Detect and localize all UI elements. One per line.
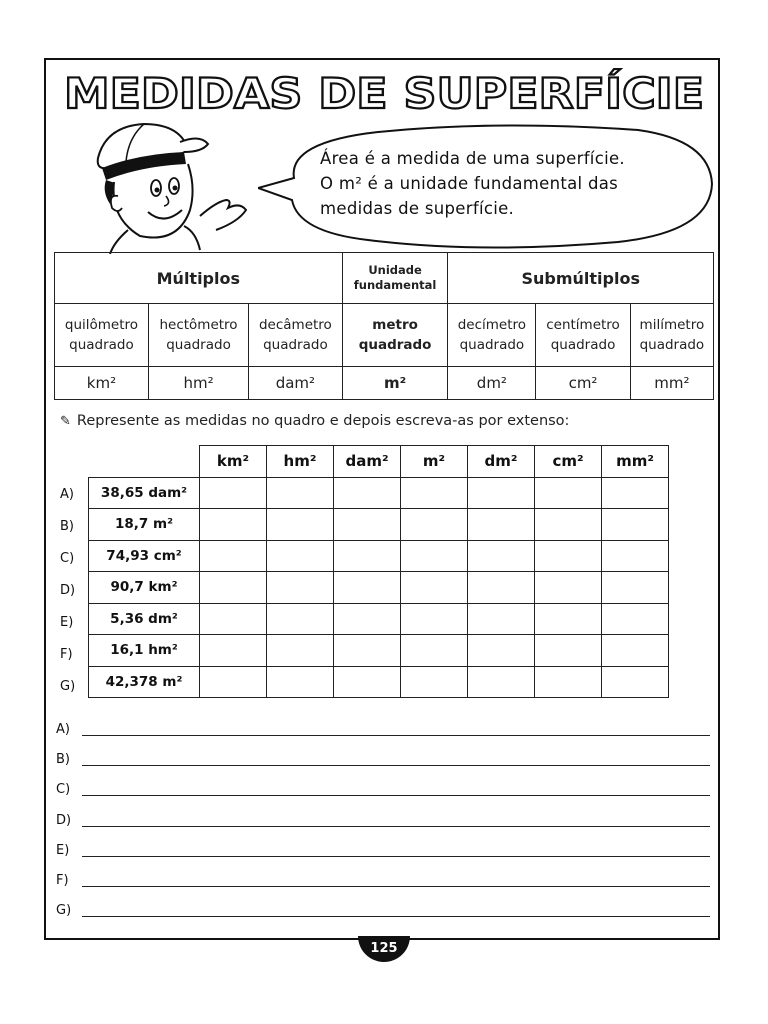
grid-cell[interactable]	[334, 477, 401, 509]
unit-name-line: decâmetro	[258, 317, 332, 333]
grid-cell[interactable]	[535, 666, 602, 698]
fundamental-header-line: fundamental	[353, 278, 437, 292]
grid-column-header: dm²	[468, 446, 535, 478]
grid-cell[interactable]	[468, 540, 535, 572]
grid-cell[interactable]	[535, 572, 602, 604]
unit-name-line: quadrado	[263, 337, 328, 353]
answer-rule	[82, 916, 710, 917]
answer-rule	[82, 886, 710, 887]
measure-value: 90,7 km²	[89, 572, 200, 604]
unit-name-line: centímetro	[546, 317, 620, 333]
instruction	[60, 413, 569, 429]
answer-line[interactable]	[56, 722, 716, 752]
grid-cell[interactable]	[200, 666, 267, 698]
unit-symbol: dm²	[448, 367, 536, 400]
grid-cell[interactable]	[468, 666, 535, 698]
unit-name	[55, 304, 149, 367]
grid-cell[interactable]	[468, 572, 535, 604]
answer-label: D)	[56, 812, 72, 828]
item-letter: D)	[60, 583, 76, 598]
grid-corner	[89, 446, 200, 478]
grid-cell[interactable]	[602, 477, 669, 509]
grid-cell[interactable]	[401, 572, 468, 604]
grid-cell[interactable]	[535, 509, 602, 541]
answer-line[interactable]	[56, 752, 716, 782]
answer-label: G)	[56, 903, 72, 919]
table-row	[89, 666, 669, 698]
grid-cell[interactable]	[334, 572, 401, 604]
grid-cell[interactable]	[267, 635, 334, 667]
unit-name-line: quadrado	[358, 337, 432, 353]
grid-column-header: mm²	[602, 446, 669, 478]
grid-column-header: hm²	[267, 446, 334, 478]
unit-symbol: km²	[55, 367, 149, 400]
answer-rule	[82, 826, 710, 827]
measure-value: 16,1 hm²	[89, 635, 200, 667]
units-table	[54, 252, 714, 400]
item-letter: B)	[60, 519, 74, 534]
grid-cell[interactable]	[401, 540, 468, 572]
measure-value: 38,65 dam²	[89, 477, 200, 509]
table-row	[89, 540, 669, 572]
answer-rule	[82, 765, 710, 766]
grid-cell[interactable]	[401, 509, 468, 541]
bubble-text	[320, 146, 700, 221]
unit-symbol: m²	[342, 367, 448, 400]
table-row	[89, 509, 669, 541]
grid-cell[interactable]	[334, 509, 401, 541]
grid-cell[interactable]	[200, 635, 267, 667]
grid-cell[interactable]	[334, 635, 401, 667]
grid-cell[interactable]	[267, 603, 334, 635]
grid-cell[interactable]	[468, 635, 535, 667]
table-row	[89, 603, 669, 635]
grid-cell[interactable]	[200, 540, 267, 572]
grid-column-header: dam²	[334, 446, 401, 478]
grid-cell[interactable]	[401, 603, 468, 635]
grid-cell[interactable]	[602, 635, 669, 667]
answer-line[interactable]	[56, 903, 716, 933]
grid-cell[interactable]	[200, 572, 267, 604]
fundamental-header-line: Unidade	[368, 263, 422, 277]
grid-cell[interactable]	[267, 509, 334, 541]
answer-label: E)	[56, 842, 70, 858]
unit-name-line: milímetro	[639, 317, 705, 333]
grid-cell[interactable]	[468, 509, 535, 541]
unit-name	[448, 304, 536, 367]
grid-cell[interactable]	[535, 635, 602, 667]
page-title	[58, 68, 710, 118]
unit-name	[148, 304, 248, 367]
grid-cell[interactable]	[602, 572, 669, 604]
grid-cell[interactable]	[267, 477, 334, 509]
unit-symbol: cm²	[536, 367, 630, 400]
answer-line[interactable]	[56, 813, 716, 843]
submultiples-header: Submúltiplos	[448, 253, 714, 304]
item-letters	[60, 484, 75, 708]
bubble-line: O m² é a unidade fundamental das	[320, 174, 619, 193]
bubble-line: Área é a medida de uma superfície.	[320, 149, 625, 168]
unit-name-line: quadrado	[166, 337, 231, 353]
pencil-icon: ✎	[60, 414, 71, 429]
title-text: MEDIDAS DE SUPERFÍCIE	[64, 69, 652, 118]
grid-cell[interactable]	[200, 509, 267, 541]
grid-cell[interactable]	[401, 635, 468, 667]
unit-symbol: mm²	[630, 367, 713, 400]
grid-cell[interactable]	[401, 477, 468, 509]
grid-cell[interactable]	[602, 540, 669, 572]
unit-name-line: quadrado	[459, 337, 525, 353]
grid-column-header: m²	[401, 446, 468, 478]
item-letter: A)	[60, 487, 74, 502]
grid-cell[interactable]	[535, 477, 602, 509]
unit-symbol: dam²	[249, 367, 343, 400]
measure-value: 18,7 m²	[89, 509, 200, 541]
bubble-line: medidas de superfície.	[320, 199, 515, 218]
unit-name-line: decímetro	[457, 317, 527, 333]
grid-cell[interactable]	[602, 509, 669, 541]
answer-label: B)	[56, 752, 70, 768]
grid-cell[interactable]	[334, 666, 401, 698]
answer-line[interactable]	[56, 782, 716, 812]
grid-cell[interactable]	[267, 540, 334, 572]
unit-name	[249, 304, 343, 367]
item-letter: G)	[60, 679, 76, 694]
unit-name-line: quilômetro	[64, 317, 139, 333]
measure-value: 5,36 dm²	[89, 603, 200, 635]
answer-line[interactable]	[56, 843, 716, 873]
unit-name-line: metro	[372, 317, 418, 333]
grid-cell[interactable]	[535, 540, 602, 572]
grid-cell[interactable]	[602, 603, 669, 635]
unit-name-line: hectômetro	[159, 317, 238, 333]
measure-value: 74,93 cm²	[89, 540, 200, 572]
unit-symbol: hm²	[148, 367, 248, 400]
table-row	[89, 477, 669, 509]
grid-cell[interactable]	[468, 603, 535, 635]
answer-line[interactable]	[56, 873, 716, 903]
unit-name-line: quadrado	[639, 337, 705, 353]
boy-illustration	[88, 118, 258, 254]
answer-label: C)	[56, 782, 71, 798]
grid-cell[interactable]	[267, 666, 334, 698]
measure-value: 42,378 m²	[89, 666, 200, 698]
unit-name	[342, 304, 448, 367]
grid-cell[interactable]	[267, 572, 334, 604]
unit-name	[536, 304, 630, 367]
answer-label: F)	[56, 872, 69, 888]
grid-cell[interactable]	[468, 477, 535, 509]
unit-name-line: quadrado	[69, 337, 134, 353]
grid-cell[interactable]	[334, 540, 401, 572]
fundamental-header	[342, 253, 448, 304]
grid-cell[interactable]	[401, 666, 468, 698]
answer-rule	[82, 735, 710, 736]
answer-lines	[56, 722, 716, 933]
answer-label: A)	[56, 722, 70, 737]
answer-rule	[82, 856, 710, 857]
grid-column-header: cm²	[535, 446, 602, 478]
unit-name-line: quadrado	[550, 337, 616, 353]
exercise-grid	[88, 445, 669, 698]
table-row	[89, 635, 669, 667]
multiples-header: Múltiplos	[55, 253, 343, 304]
answer-rule	[82, 795, 710, 796]
grid-cell[interactable]	[535, 603, 602, 635]
grid-cell[interactable]	[334, 603, 401, 635]
item-letter: E)	[60, 615, 74, 630]
grid-column-header: km²	[200, 446, 267, 478]
table-row	[89, 572, 669, 604]
item-letter: C)	[60, 551, 75, 566]
unit-name	[630, 304, 713, 367]
grid-cell[interactable]	[200, 603, 267, 635]
grid-cell[interactable]	[602, 666, 669, 698]
grid-cell[interactable]	[200, 477, 267, 509]
page-number: 125	[358, 936, 410, 962]
instruction-text: Represente as medidas no quadro e depois escreva-as por extenso:	[76, 413, 570, 429]
item-letter: F)	[60, 647, 73, 662]
